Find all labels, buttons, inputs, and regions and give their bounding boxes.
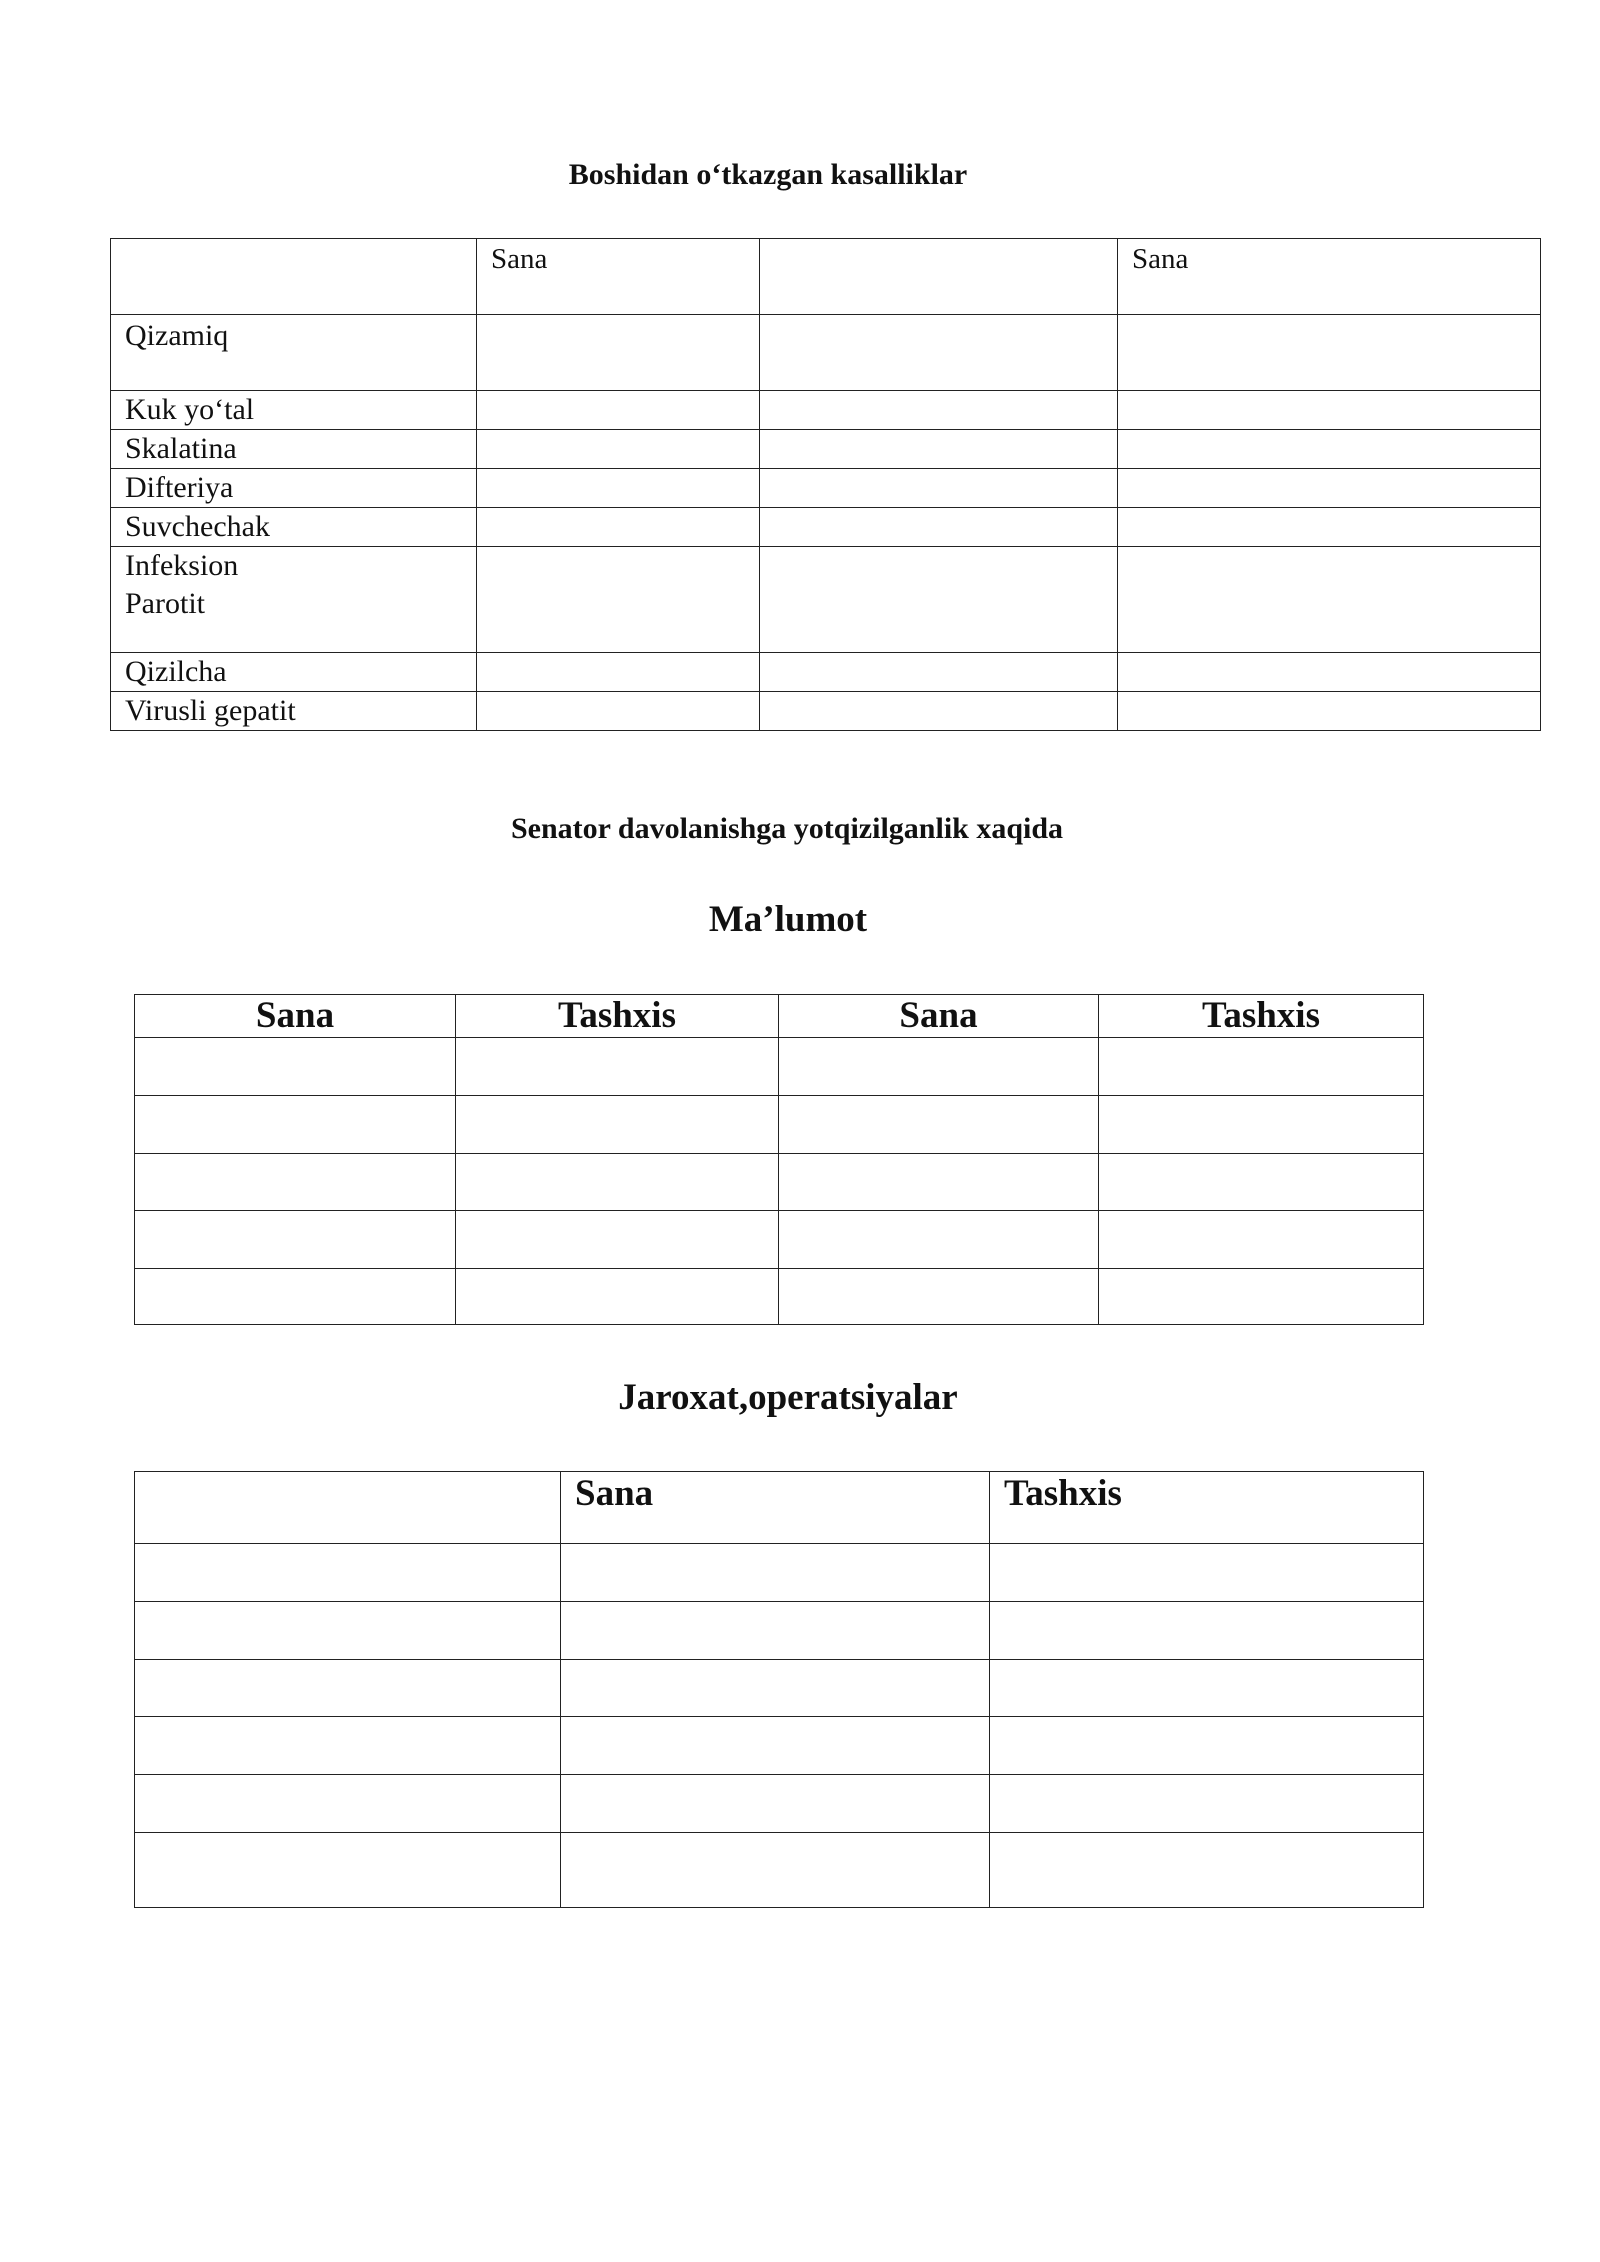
table-row <box>111 315 1541 391</box>
table-cell[interactable] <box>779 1096 1099 1154</box>
table-cell[interactable] <box>760 692 1118 731</box>
table-cell[interactable] <box>561 1717 990 1775</box>
table-cell[interactable] <box>990 1602 1424 1660</box>
header-sana: Sana <box>561 1472 990 1544</box>
disease-label-suvchechak: Suvchechak <box>111 508 477 547</box>
table-row <box>135 1602 1424 1660</box>
table-cell[interactable] <box>477 391 760 430</box>
disease-label-skalatina: Skalatina <box>111 430 477 469</box>
table-cell[interactable] <box>779 1154 1099 1211</box>
table-cell[interactable] <box>477 653 760 692</box>
table-cell[interactable] <box>135 1602 561 1660</box>
header-sana-2: Sana <box>779 995 1099 1038</box>
table-cell[interactable] <box>135 1717 561 1775</box>
table-cell[interactable] <box>456 1269 779 1325</box>
table-row <box>111 547 1541 653</box>
table-row <box>111 692 1541 731</box>
table-cell[interactable] <box>1099 1154 1424 1211</box>
section1-title: Boshidan o‘tkazgan kasalliklar <box>568 158 968 191</box>
table-row <box>111 469 1541 508</box>
table-cell[interactable] <box>760 469 1118 508</box>
header-tashxis-2: Tashxis <box>1099 995 1424 1038</box>
disease-label-virusli-gepatit: Virusli gepatit <box>111 692 477 731</box>
table-header-row <box>135 995 1424 1038</box>
table-row <box>111 653 1541 692</box>
table-cell[interactable] <box>456 1154 779 1211</box>
table-cell[interactable] <box>1118 315 1541 391</box>
table-row <box>135 1038 1424 1096</box>
table-cell[interactable] <box>456 1096 779 1154</box>
section3-title: Jaroxat,operatsiyalar <box>618 1377 958 1418</box>
table-cell[interactable] <box>135 1096 456 1154</box>
table-cell[interactable] <box>760 653 1118 692</box>
table-row <box>111 430 1541 469</box>
disease-label-infeksion-parotit <box>111 547 477 653</box>
header-cell-sana-1[interactable]: Sana <box>477 239 760 315</box>
header-empty <box>135 1472 561 1544</box>
table-cell[interactable] <box>990 1660 1424 1717</box>
header-sana-1: Sana <box>135 995 456 1038</box>
table-cell[interactable] <box>561 1775 990 1833</box>
header-tashxis: Tashxis <box>990 1472 1424 1544</box>
table-cell[interactable] <box>760 430 1118 469</box>
table-row <box>135 1269 1424 1325</box>
table-cell[interactable] <box>135 1038 456 1096</box>
diseases-table <box>110 238 1541 731</box>
table-cell[interactable] <box>135 1833 561 1908</box>
table-cell[interactable] <box>561 1602 990 1660</box>
table-cell[interactable] <box>561 1660 990 1717</box>
table-cell[interactable] <box>1118 469 1541 508</box>
table-cell[interactable] <box>1118 692 1541 731</box>
table-cell[interactable] <box>760 508 1118 547</box>
table-cell[interactable] <box>990 1544 1424 1602</box>
section2-subtitle: Ma’lumot <box>708 899 868 940</box>
table-cell[interactable] <box>477 315 760 391</box>
table-cell[interactable] <box>1099 1211 1424 1269</box>
table-header-row <box>111 239 1541 315</box>
table-cell[interactable] <box>1099 1269 1424 1325</box>
table-row <box>135 1154 1424 1211</box>
table-cell[interactable] <box>779 1038 1099 1096</box>
table-cell[interactable] <box>477 692 760 731</box>
header-cell-empty[interactable] <box>111 239 477 315</box>
table-row <box>135 1833 1424 1908</box>
table-row <box>135 1544 1424 1602</box>
table-cell[interactable] <box>1118 391 1541 430</box>
table-cell[interactable] <box>990 1833 1424 1908</box>
disease-label-qizilcha: Qizilcha <box>111 653 477 692</box>
table-cell[interactable] <box>135 1775 561 1833</box>
table-cell[interactable] <box>1099 1096 1424 1154</box>
table-cell[interactable] <box>990 1717 1424 1775</box>
table-row <box>135 1211 1424 1269</box>
table-row <box>135 1660 1424 1717</box>
disease-label-line: Infeksion <box>125 549 239 582</box>
table-row <box>135 1775 1424 1833</box>
table-row <box>135 1096 1424 1154</box>
table-cell[interactable] <box>456 1038 779 1096</box>
table-row <box>135 1717 1424 1775</box>
table-row <box>111 508 1541 547</box>
table-cell[interactable] <box>135 1211 456 1269</box>
header-tashxis-1: Tashxis <box>456 995 779 1038</box>
section2-title: Senator davolanishga yotqizilganlik xaqida <box>510 812 1064 845</box>
table-cell[interactable] <box>135 1660 561 1717</box>
table-cell[interactable] <box>1118 508 1541 547</box>
table-row <box>111 391 1541 430</box>
header-cell-sana-2[interactable]: Sana <box>1118 239 1541 315</box>
table-cell[interactable] <box>477 469 760 508</box>
table-cell[interactable] <box>1118 547 1541 653</box>
disease-label-kuk-yotal: Kuk yo‘tal <box>111 391 477 430</box>
disease-label-difteriya: Difteriya <box>111 469 477 508</box>
table-cell[interactable] <box>760 315 1118 391</box>
table-cell[interactable] <box>760 547 1118 653</box>
hospitalization-table <box>134 994 1424 1325</box>
header-cell-empty-2[interactable] <box>760 239 1118 315</box>
table-cell[interactable] <box>1118 430 1541 469</box>
table-cell[interactable] <box>135 1544 561 1602</box>
table-cell[interactable] <box>779 1211 1099 1269</box>
table-cell[interactable] <box>477 547 760 653</box>
table-cell[interactable] <box>456 1211 779 1269</box>
table-cell[interactable] <box>990 1775 1424 1833</box>
table-cell[interactable] <box>477 508 760 547</box>
table-cell[interactable] <box>779 1269 1099 1325</box>
table-cell[interactable] <box>1099 1038 1424 1096</box>
injuries-operations-table <box>134 1471 1424 1908</box>
table-cell[interactable] <box>760 391 1118 430</box>
table-cell[interactable] <box>135 1154 456 1211</box>
table-cell[interactable] <box>1118 653 1541 692</box>
disease-label-qizamiq: Qizamiq <box>111 315 477 391</box>
table-cell[interactable] <box>561 1833 990 1908</box>
disease-label-line: Parotit <box>125 587 205 620</box>
table-cell[interactable] <box>561 1544 990 1602</box>
table-header-row <box>135 1472 1424 1544</box>
table-cell[interactable] <box>477 430 760 469</box>
table-cell[interactable] <box>135 1269 456 1325</box>
